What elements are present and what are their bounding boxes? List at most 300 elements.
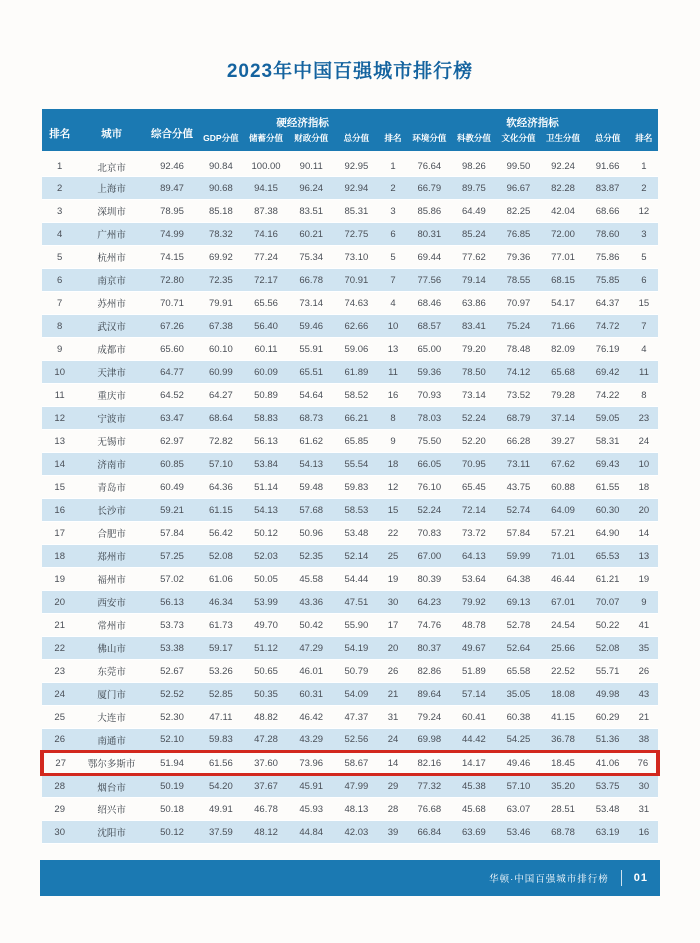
composite-score-cell: 57.84 bbox=[146, 522, 199, 545]
hard-rank-cell: 26 bbox=[379, 660, 407, 683]
composite-score-cell: 74.99 bbox=[146, 223, 199, 246]
rank-cell: 23 bbox=[42, 660, 77, 683]
soft-total-cell: 55.71 bbox=[585, 660, 630, 683]
fiscal-score-cell: 47.29 bbox=[289, 637, 334, 660]
hard-total-cell: 92.94 bbox=[334, 177, 379, 200]
culture-score-cell: 65.58 bbox=[496, 660, 541, 683]
savings-score-cell: 60.11 bbox=[243, 338, 288, 361]
soft-rank-cell: 5 bbox=[630, 246, 658, 269]
soft-total-cell: 76.19 bbox=[585, 338, 630, 361]
soft-rank-cell: 16 bbox=[630, 821, 658, 844]
soft-rank-cell: 76 bbox=[630, 752, 658, 775]
health-score-cell: 65.68 bbox=[541, 361, 586, 384]
table-row bbox=[42, 545, 658, 568]
rank-cell: 2 bbox=[42, 177, 77, 200]
culture-score-cell: 54.25 bbox=[496, 729, 541, 752]
rank-cell: 22 bbox=[42, 637, 77, 660]
hard-total-cell: 52.56 bbox=[334, 729, 379, 752]
hard-rank-cell: 14 bbox=[379, 752, 407, 775]
fiscal-score-cell: 46.01 bbox=[289, 660, 334, 683]
health-score-cell: 22.52 bbox=[541, 660, 586, 683]
hard-rank-cell: 15 bbox=[379, 499, 407, 522]
health-score-cell: 60.88 bbox=[541, 476, 586, 499]
science-edu-score-cell: 79.20 bbox=[452, 338, 497, 361]
health-score-cell: 72.00 bbox=[541, 223, 586, 246]
culture-score-cell: 52.78 bbox=[496, 614, 541, 637]
science-edu-score-cell: 65.45 bbox=[452, 476, 497, 499]
rank-cell: 4 bbox=[42, 223, 77, 246]
hard-total-cell: 73.10 bbox=[334, 246, 379, 269]
science-edu-score-cell: 49.67 bbox=[452, 637, 497, 660]
fiscal-score-cell: 90.11 bbox=[289, 154, 334, 177]
health-score-cell: 37.14 bbox=[541, 407, 586, 430]
culture-score-cell: 68.79 bbox=[496, 407, 541, 430]
soft-total-cell: 65.53 bbox=[585, 545, 630, 568]
composite-score-cell: 52.67 bbox=[146, 660, 199, 683]
hard-rank-cell: 9 bbox=[379, 430, 407, 453]
city-cell: 东莞市 bbox=[77, 660, 145, 683]
hard-total-cell: 65.85 bbox=[334, 430, 379, 453]
soft-rank-cell: 15 bbox=[630, 292, 658, 315]
table-row bbox=[42, 798, 658, 821]
culture-score-cell: 66.28 bbox=[496, 430, 541, 453]
rank-cell: 29 bbox=[42, 798, 77, 821]
city-cell: 烟台市 bbox=[77, 775, 145, 798]
culture-score-cell: 82.25 bbox=[496, 200, 541, 223]
fiscal-score-cell: 54.13 bbox=[289, 453, 334, 476]
header-hard-total-score: 总分值 bbox=[334, 130, 379, 154]
fiscal-score-cell: 60.31 bbox=[289, 683, 334, 706]
culture-score-cell: 64.38 bbox=[496, 568, 541, 591]
hard-rank-cell: 1 bbox=[379, 154, 407, 177]
hard-rank-cell: 24 bbox=[379, 729, 407, 752]
footer-bar bbox=[40, 860, 660, 896]
table-row bbox=[42, 706, 658, 729]
savings-score-cell: 65.56 bbox=[243, 292, 288, 315]
environment-score-cell: 76.68 bbox=[407, 798, 452, 821]
rank-cell: 21 bbox=[42, 614, 77, 637]
city-cell: 郑州市 bbox=[77, 545, 145, 568]
culture-score-cell: 73.52 bbox=[496, 384, 541, 407]
health-score-cell: 92.24 bbox=[541, 154, 586, 177]
composite-score-cell: 50.12 bbox=[146, 821, 199, 844]
hard-rank-cell: 29 bbox=[379, 775, 407, 798]
culture-score-cell: 57.10 bbox=[496, 775, 541, 798]
environment-score-cell: 68.57 bbox=[407, 315, 452, 338]
footer-brand: 华顿·中国百强城市排行榜 bbox=[489, 874, 609, 886]
savings-score-cell: 100.00 bbox=[243, 154, 288, 177]
soft-total-cell: 41.06 bbox=[585, 752, 630, 775]
rank-cell: 28 bbox=[42, 775, 77, 798]
hard-rank-cell: 5 bbox=[379, 246, 407, 269]
environment-score-cell: 52.24 bbox=[407, 499, 452, 522]
culture-score-cell: 63.07 bbox=[496, 798, 541, 821]
soft-total-cell: 52.08 bbox=[585, 637, 630, 660]
rank-cell: 24 bbox=[42, 683, 77, 706]
table-row bbox=[42, 522, 658, 545]
city-cell: 重庆市 bbox=[77, 384, 145, 407]
gdp-score-cell: 85.18 bbox=[198, 200, 243, 223]
savings-score-cell: 48.82 bbox=[243, 706, 288, 729]
fiscal-score-cell: 83.51 bbox=[289, 200, 334, 223]
environment-score-cell: 70.83 bbox=[407, 522, 452, 545]
fiscal-score-cell: 55.91 bbox=[289, 338, 334, 361]
soft-total-cell: 61.55 bbox=[585, 476, 630, 499]
table-row bbox=[42, 200, 658, 223]
rank-cell: 18 bbox=[42, 545, 77, 568]
environment-score-cell: 68.46 bbox=[407, 292, 452, 315]
header-city: 城市 bbox=[77, 109, 145, 154]
table-row bbox=[42, 269, 658, 292]
hard-total-cell: 59.83 bbox=[334, 476, 379, 499]
soft-rank-cell: 12 bbox=[630, 200, 658, 223]
city-cell: 沈阳市 bbox=[77, 821, 145, 844]
culture-score-cell: 53.46 bbox=[496, 821, 541, 844]
soft-total-cell: 51.36 bbox=[585, 729, 630, 752]
hard-total-cell: 72.75 bbox=[334, 223, 379, 246]
health-score-cell: 54.17 bbox=[541, 292, 586, 315]
environment-score-cell: 69.98 bbox=[407, 729, 452, 752]
fiscal-score-cell: 66.78 bbox=[289, 269, 334, 292]
health-score-cell: 18.08 bbox=[541, 683, 586, 706]
soft-rank-cell: 1 bbox=[630, 154, 658, 177]
environment-score-cell: 82.16 bbox=[407, 752, 452, 775]
savings-score-cell: 72.17 bbox=[243, 269, 288, 292]
health-score-cell: 39.27 bbox=[541, 430, 586, 453]
soft-total-cell: 60.29 bbox=[585, 706, 630, 729]
soft-rank-cell: 35 bbox=[630, 637, 658, 660]
fiscal-score-cell: 43.29 bbox=[289, 729, 334, 752]
savings-score-cell: 53.84 bbox=[243, 453, 288, 476]
gdp-score-cell: 72.35 bbox=[198, 269, 243, 292]
gdp-score-cell: 61.06 bbox=[198, 568, 243, 591]
soft-rank-cell: 11 bbox=[630, 361, 658, 384]
fiscal-score-cell: 45.91 bbox=[289, 775, 334, 798]
savings-score-cell: 60.09 bbox=[243, 361, 288, 384]
soft-total-cell: 75.86 bbox=[585, 246, 630, 269]
composite-score-cell: 51.94 bbox=[146, 752, 199, 775]
rank-cell: 8 bbox=[42, 315, 77, 338]
savings-score-cell: 50.65 bbox=[243, 660, 288, 683]
health-score-cell: 82.09 bbox=[541, 338, 586, 361]
composite-score-cell: 89.47 bbox=[146, 177, 199, 200]
city-cell: 南通市 bbox=[77, 729, 145, 752]
gdp-score-cell: 72.82 bbox=[198, 430, 243, 453]
soft-rank-cell: 31 bbox=[630, 798, 658, 821]
rank-cell: 27 bbox=[42, 752, 77, 775]
environment-score-cell: 67.00 bbox=[407, 545, 452, 568]
city-cell: 大连市 bbox=[77, 706, 145, 729]
culture-score-cell: 43.75 bbox=[496, 476, 541, 499]
gdp-score-cell: 61.73 bbox=[198, 614, 243, 637]
soft-total-cell: 74.22 bbox=[585, 384, 630, 407]
header-hard-economy-group: 硬经济指标 bbox=[198, 109, 407, 130]
environment-score-cell: 76.64 bbox=[407, 154, 452, 177]
composite-score-cell: 60.85 bbox=[146, 453, 199, 476]
rank-cell: 15 bbox=[42, 476, 77, 499]
city-cell: 北京市 bbox=[77, 154, 145, 177]
composite-score-cell: 67.26 bbox=[146, 315, 199, 338]
hard-total-cell: 58.52 bbox=[334, 384, 379, 407]
health-score-cell: 79.28 bbox=[541, 384, 586, 407]
health-score-cell: 68.78 bbox=[541, 821, 586, 844]
table-row bbox=[42, 591, 658, 614]
composite-score-cell: 64.52 bbox=[146, 384, 199, 407]
science-edu-score-cell: 70.95 bbox=[452, 453, 497, 476]
savings-score-cell: 50.89 bbox=[243, 384, 288, 407]
rank-cell: 16 bbox=[42, 499, 77, 522]
hard-rank-cell: 25 bbox=[379, 545, 407, 568]
hard-rank-cell: 11 bbox=[379, 361, 407, 384]
hard-total-cell: 42.03 bbox=[334, 821, 379, 844]
environment-score-cell: 66.79 bbox=[407, 177, 452, 200]
science-edu-score-cell: 98.26 bbox=[452, 154, 497, 177]
rank-cell: 12 bbox=[42, 407, 77, 430]
science-edu-score-cell: 79.92 bbox=[452, 591, 497, 614]
environment-score-cell: 59.36 bbox=[407, 361, 452, 384]
composite-score-cell: 52.52 bbox=[146, 683, 199, 706]
table-row bbox=[42, 223, 658, 246]
environment-score-cell: 80.31 bbox=[407, 223, 452, 246]
rank-cell: 5 bbox=[42, 246, 77, 269]
hard-rank-cell: 13 bbox=[379, 338, 407, 361]
gdp-score-cell: 61.15 bbox=[198, 499, 243, 522]
science-edu-score-cell: 63.86 bbox=[452, 292, 497, 315]
composite-score-cell: 52.30 bbox=[146, 706, 199, 729]
table-row bbox=[42, 821, 658, 844]
soft-total-cell: 50.22 bbox=[585, 614, 630, 637]
table-row bbox=[42, 683, 658, 706]
environment-score-cell: 65.00 bbox=[407, 338, 452, 361]
header-fiscal-score: 财政分值 bbox=[289, 130, 334, 154]
fiscal-score-cell: 45.93 bbox=[289, 798, 334, 821]
city-cell: 成都市 bbox=[77, 338, 145, 361]
rank-cell: 6 bbox=[42, 269, 77, 292]
hard-total-cell: 54.44 bbox=[334, 568, 379, 591]
hard-rank-cell: 7 bbox=[379, 269, 407, 292]
hard-total-cell: 74.63 bbox=[334, 292, 379, 315]
rank-cell: 13 bbox=[42, 430, 77, 453]
soft-rank-cell: 13 bbox=[630, 545, 658, 568]
ranking-table bbox=[40, 109, 660, 844]
hard-total-cell: 58.67 bbox=[334, 752, 379, 775]
soft-rank-cell: 30 bbox=[630, 775, 658, 798]
gdp-score-cell: 69.92 bbox=[198, 246, 243, 269]
fiscal-score-cell: 61.62 bbox=[289, 430, 334, 453]
city-cell: 西安市 bbox=[77, 591, 145, 614]
gdp-score-cell: 54.20 bbox=[198, 775, 243, 798]
composite-score-cell: 78.95 bbox=[146, 200, 199, 223]
composite-score-cell: 53.38 bbox=[146, 637, 199, 660]
hard-total-cell: 59.06 bbox=[334, 338, 379, 361]
science-edu-score-cell: 83.41 bbox=[452, 315, 497, 338]
city-cell: 常州市 bbox=[77, 614, 145, 637]
table-row bbox=[42, 775, 658, 798]
composite-score-cell: 60.49 bbox=[146, 476, 199, 499]
hard-total-cell: 52.14 bbox=[334, 545, 379, 568]
gdp-score-cell: 46.34 bbox=[198, 591, 243, 614]
composite-score-cell: 62.97 bbox=[146, 430, 199, 453]
environment-score-cell: 77.32 bbox=[407, 775, 452, 798]
health-score-cell: 25.66 bbox=[541, 637, 586, 660]
science-edu-score-cell: 48.78 bbox=[452, 614, 497, 637]
culture-score-cell: 57.84 bbox=[496, 522, 541, 545]
city-cell: 青岛市 bbox=[77, 476, 145, 499]
composite-score-cell: 59.21 bbox=[146, 499, 199, 522]
health-score-cell: 18.45 bbox=[541, 752, 586, 775]
hard-rank-cell: 31 bbox=[379, 706, 407, 729]
savings-score-cell: 37.60 bbox=[243, 752, 288, 775]
culture-score-cell: 52.64 bbox=[496, 637, 541, 660]
fiscal-score-cell: 57.68 bbox=[289, 499, 334, 522]
savings-score-cell: 51.14 bbox=[243, 476, 288, 499]
composite-score-cell: 57.25 bbox=[146, 545, 199, 568]
table-header bbox=[42, 109, 658, 154]
fiscal-score-cell: 54.64 bbox=[289, 384, 334, 407]
rank-cell: 14 bbox=[42, 453, 77, 476]
gdp-score-cell: 56.42 bbox=[198, 522, 243, 545]
soft-rank-cell: 2 bbox=[630, 177, 658, 200]
table-row bbox=[42, 315, 658, 338]
health-score-cell: 71.01 bbox=[541, 545, 586, 568]
savings-score-cell: 87.38 bbox=[243, 200, 288, 223]
hard-total-cell: 47.37 bbox=[334, 706, 379, 729]
header-savings-score: 储蓄分值 bbox=[243, 130, 288, 154]
environment-score-cell: 80.39 bbox=[407, 568, 452, 591]
hard-total-cell: 62.66 bbox=[334, 315, 379, 338]
soft-rank-cell: 18 bbox=[630, 476, 658, 499]
savings-score-cell: 53.99 bbox=[243, 591, 288, 614]
gdp-score-cell: 37.59 bbox=[198, 821, 243, 844]
culture-score-cell: 79.36 bbox=[496, 246, 541, 269]
science-edu-score-cell: 79.14 bbox=[452, 269, 497, 292]
table-row bbox=[42, 338, 658, 361]
soft-rank-cell: 8 bbox=[630, 384, 658, 407]
savings-score-cell: 46.78 bbox=[243, 798, 288, 821]
hard-rank-cell: 19 bbox=[379, 568, 407, 591]
table-row bbox=[42, 177, 658, 200]
rank-cell: 20 bbox=[42, 591, 77, 614]
city-cell: 长沙市 bbox=[77, 499, 145, 522]
rank-cell: 25 bbox=[42, 706, 77, 729]
header-soft-total-score: 总分值 bbox=[585, 130, 630, 154]
hard-rank-cell: 16 bbox=[379, 384, 407, 407]
hard-rank-cell: 12 bbox=[379, 476, 407, 499]
gdp-score-cell: 59.17 bbox=[198, 637, 243, 660]
hard-rank-cell: 22 bbox=[379, 522, 407, 545]
health-score-cell: 24.54 bbox=[541, 614, 586, 637]
fiscal-score-cell: 73.96 bbox=[289, 752, 334, 775]
composite-score-cell: 70.71 bbox=[146, 292, 199, 315]
soft-total-cell: 64.90 bbox=[585, 522, 630, 545]
hard-total-cell: 66.21 bbox=[334, 407, 379, 430]
table-row bbox=[42, 752, 658, 775]
health-score-cell: 82.28 bbox=[541, 177, 586, 200]
soft-rank-cell: 26 bbox=[630, 660, 658, 683]
table-row bbox=[42, 430, 658, 453]
hard-total-cell: 55.54 bbox=[334, 453, 379, 476]
fiscal-score-cell: 50.42 bbox=[289, 614, 334, 637]
hard-rank-cell: 20 bbox=[379, 637, 407, 660]
table-row bbox=[42, 729, 658, 752]
gdp-score-cell: 67.38 bbox=[198, 315, 243, 338]
gdp-score-cell: 64.27 bbox=[198, 384, 243, 407]
gdp-score-cell: 47.11 bbox=[198, 706, 243, 729]
hard-rank-cell: 18 bbox=[379, 453, 407, 476]
savings-score-cell: 50.35 bbox=[243, 683, 288, 706]
table-row bbox=[42, 246, 658, 269]
gdp-score-cell: 49.91 bbox=[198, 798, 243, 821]
science-edu-score-cell: 45.38 bbox=[452, 775, 497, 798]
hard-rank-cell: 8 bbox=[379, 407, 407, 430]
hard-rank-cell: 17 bbox=[379, 614, 407, 637]
soft-rank-cell: 20 bbox=[630, 499, 658, 522]
fiscal-score-cell: 59.48 bbox=[289, 476, 334, 499]
rank-cell: 17 bbox=[42, 522, 77, 545]
gdp-score-cell: 57.10 bbox=[198, 453, 243, 476]
savings-score-cell: 49.70 bbox=[243, 614, 288, 637]
gdp-score-cell: 64.36 bbox=[198, 476, 243, 499]
table-row bbox=[42, 637, 658, 660]
table-row bbox=[42, 660, 658, 683]
culture-score-cell: 78.48 bbox=[496, 338, 541, 361]
city-cell: 厦门市 bbox=[77, 683, 145, 706]
header-health-score: 卫生分值 bbox=[541, 130, 586, 154]
savings-score-cell: 51.12 bbox=[243, 637, 288, 660]
soft-total-cell: 49.98 bbox=[585, 683, 630, 706]
environment-score-cell: 82.86 bbox=[407, 660, 452, 683]
table-row bbox=[42, 614, 658, 637]
environment-score-cell: 78.03 bbox=[407, 407, 452, 430]
gdp-score-cell: 61.56 bbox=[198, 752, 243, 775]
fiscal-score-cell: 59.46 bbox=[289, 315, 334, 338]
table-row bbox=[42, 361, 658, 384]
savings-score-cell: 77.24 bbox=[243, 246, 288, 269]
environment-score-cell: 64.23 bbox=[407, 591, 452, 614]
science-edu-score-cell: 77.62 bbox=[452, 246, 497, 269]
city-cell: 天津市 bbox=[77, 361, 145, 384]
header-culture-score: 文化分值 bbox=[496, 130, 541, 154]
health-score-cell: 46.44 bbox=[541, 568, 586, 591]
soft-total-cell: 91.66 bbox=[585, 154, 630, 177]
composite-score-cell: 65.60 bbox=[146, 338, 199, 361]
soft-rank-cell: 10 bbox=[630, 453, 658, 476]
savings-score-cell: 37.67 bbox=[243, 775, 288, 798]
city-cell: 宁波市 bbox=[77, 407, 145, 430]
science-edu-score-cell: 63.69 bbox=[452, 821, 497, 844]
gdp-score-cell: 59.83 bbox=[198, 729, 243, 752]
science-edu-score-cell: 73.72 bbox=[452, 522, 497, 545]
environment-score-cell: 85.86 bbox=[407, 200, 452, 223]
city-cell: 无锡市 bbox=[77, 430, 145, 453]
soft-rank-cell: 21 bbox=[630, 706, 658, 729]
soft-total-cell: 63.19 bbox=[585, 821, 630, 844]
fiscal-score-cell: 44.84 bbox=[289, 821, 334, 844]
science-edu-score-cell: 64.13 bbox=[452, 545, 497, 568]
hard-total-cell: 53.48 bbox=[334, 522, 379, 545]
fiscal-score-cell: 68.73 bbox=[289, 407, 334, 430]
savings-score-cell: 52.03 bbox=[243, 545, 288, 568]
soft-rank-cell: 6 bbox=[630, 269, 658, 292]
health-score-cell: 41.15 bbox=[541, 706, 586, 729]
hard-rank-cell: 6 bbox=[379, 223, 407, 246]
hard-rank-cell: 30 bbox=[379, 591, 407, 614]
gdp-score-cell: 53.26 bbox=[198, 660, 243, 683]
composite-score-cell: 74.15 bbox=[146, 246, 199, 269]
city-cell: 杭州市 bbox=[77, 246, 145, 269]
health-score-cell: 57.21 bbox=[541, 522, 586, 545]
soft-rank-cell: 19 bbox=[630, 568, 658, 591]
